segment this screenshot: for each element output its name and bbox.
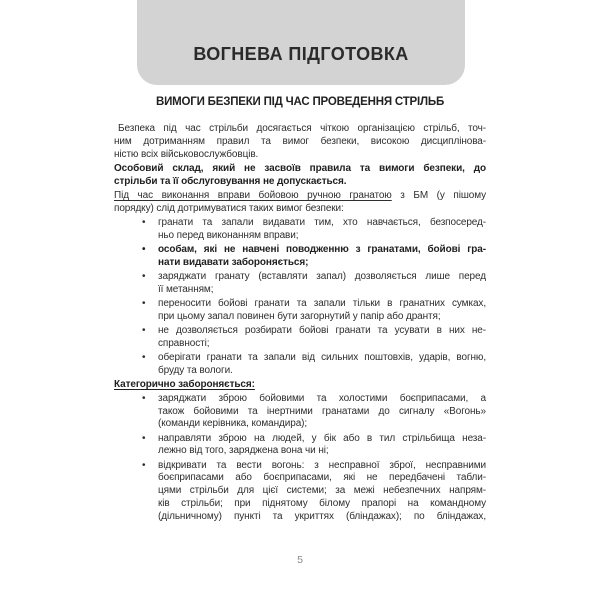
- bullet-icon: •: [142, 392, 146, 404]
- section-heading: ВИМОГИ БЕЗПЕКИ ПІД ЧАС ПРОВЕДЕННЯ СТРІЛЬБ: [155, 96, 445, 108]
- paragraph: [114, 190, 486, 216]
- paragraph: [114, 163, 486, 189]
- list-item: [114, 393, 486, 432]
- text-segment: відкривати та вести вогонь: з несправної зброї, несправними: [158, 459, 486, 471]
- bullet-icon: •: [142, 324, 146, 336]
- list-item: [114, 244, 486, 270]
- text-line: [114, 433, 486, 446]
- bullet-icon: •: [142, 432, 146, 444]
- list-item: [114, 433, 486, 459]
- text-line: ним дотриманням правил та вимог безпеки, високою дисциплінова-: [114, 135, 486, 147]
- bullet-icon: •: [142, 351, 146, 363]
- text-line: порядку) слід дотримуватися таких вимог безпеки:: [114, 202, 344, 214]
- text-segment: особам, які не навчені поводженню з гранатами, бойові гра-: [158, 243, 486, 255]
- text-line: [114, 298, 486, 311]
- page-text-column: [114, 123, 486, 524]
- page-number: 5: [297, 554, 303, 566]
- text-line: [114, 379, 486, 392]
- underlined-lead-text: Під час виконання вправи бойовою ручною гранатою: [114, 189, 392, 201]
- text-line: [114, 244, 486, 257]
- text-line: ністю всіх військовослужбовців.: [114, 148, 259, 160]
- list-item: [114, 298, 486, 324]
- paragraph: [114, 123, 486, 162]
- text-line: (команди керівника, командира);: [158, 418, 308, 430]
- text-line: ньо перед виконанням вправи;: [158, 229, 299, 241]
- paragraph: [114, 379, 486, 392]
- text-line: її метанням;: [158, 283, 214, 295]
- text-line: при цьому запал повинен бути загорнутий у папір або дрантя;: [158, 310, 441, 322]
- text-segment: з БМ (у пішому: [391, 189, 486, 201]
- text-segment: заряджати зброю бойовими та холостими боєприпасами, а: [158, 392, 486, 404]
- list-item: [114, 271, 486, 297]
- text-segment: гранати та запали видавати тим, хто навчається, безпосеред-: [158, 216, 486, 228]
- text-segment: оберігати гранати та запали від сильних поштовхів, ударів, вогню,: [158, 351, 486, 363]
- text-line: цями стрільби для цієї системи; за межі небезпечних напрям-: [158, 485, 486, 497]
- chapter-title: ВОГНЕВА ПІДГОТОВКА: [193, 44, 409, 64]
- text-line: [114, 271, 486, 284]
- text-line: нати видавати забороняється;: [158, 256, 309, 268]
- list-item: [114, 217, 486, 243]
- text-line: бруду та вологи.: [158, 364, 233, 376]
- bullet-icon: •: [142, 459, 146, 471]
- text-line: ків стрільби; при піднятому білому прапорі на командному: [158, 498, 486, 510]
- bullet-icon: •: [142, 216, 146, 228]
- bullet-icon: •: [142, 270, 146, 282]
- text-line: (дільничному) пункті та укриттях (бліндажах); по бліндажах,: [158, 511, 486, 523]
- text-line: стрільби та її обслуговування не допускається.: [114, 175, 347, 187]
- text-line: [114, 393, 486, 406]
- bullet-icon: •: [142, 297, 146, 309]
- list-item: [114, 460, 486, 524]
- text-line: Безпека під час стрільби досягається чіткою організацією стрільб, точ-: [118, 123, 486, 134]
- text-line: також бойовими та інертними гранатами до сигналу «Вогонь»: [158, 405, 486, 417]
- text-segment: заряджати гранату (вставляти запал) дозволяється лише перед: [158, 270, 486, 282]
- list-item: [114, 325, 486, 351]
- text-line: справності;: [158, 337, 210, 349]
- text-line: [114, 190, 486, 203]
- text-segment: не дозволяється розбирати бойові гранати та усувати в них не-: [158, 324, 486, 336]
- text-segment: переносити бойові гранати та запали тільки в гранатних сумках,: [158, 297, 486, 309]
- bullet-icon: •: [142, 243, 146, 255]
- text-segment: направляти зброю на людей, у бік або в тил стрільбища неза-: [158, 432, 486, 444]
- text-line: [114, 325, 486, 338]
- text-line: [114, 217, 486, 230]
- list-item: [114, 352, 486, 378]
- text-line: лежно від того, заряджена вона чи ні;: [158, 445, 329, 457]
- subsection-heading: Категорично забороняється:: [114, 378, 255, 390]
- text-line: [114, 352, 486, 365]
- text-line: боєприпасами або боєприпасами, які не передбачені табли-: [158, 472, 486, 484]
- text-line: Особовий склад, який не засвоїв правила та вимоги безпеки, до: [114, 162, 486, 174]
- chapter-title-banner: [137, 0, 465, 85]
- text-line: [114, 460, 486, 473]
